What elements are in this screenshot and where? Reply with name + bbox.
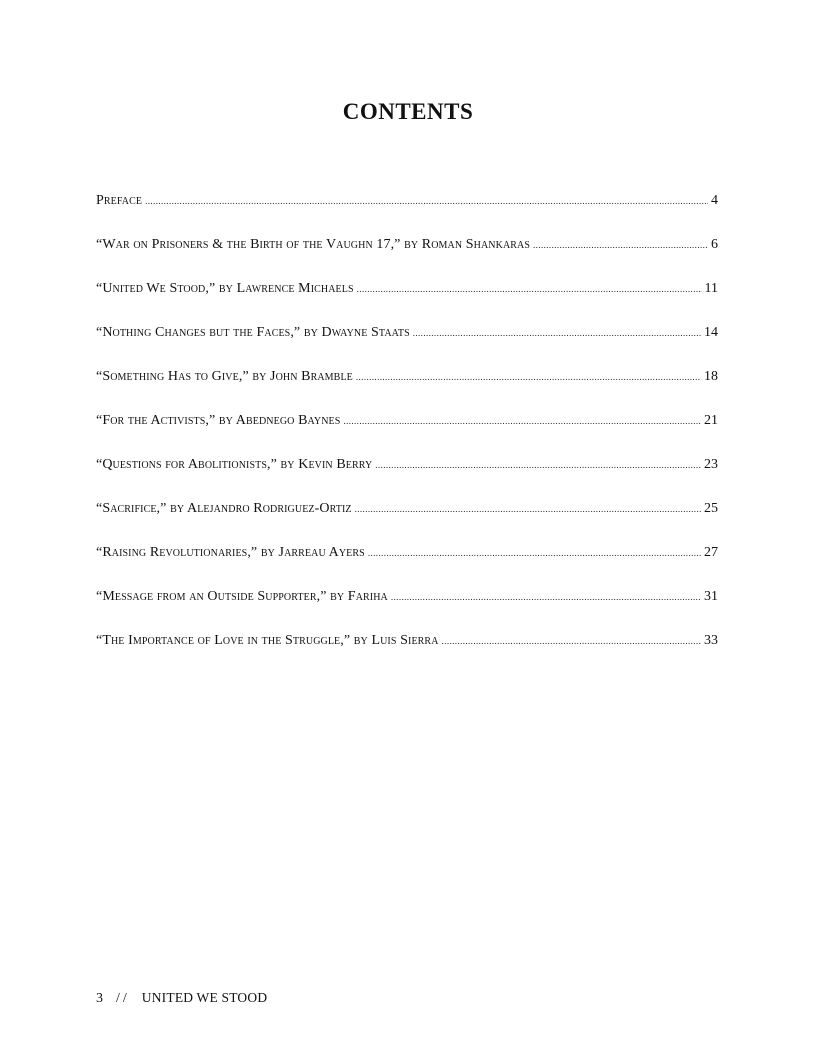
page-title: CONTENTS (342, 99, 474, 124)
toc-entry-importance-of-love[interactable] (96, 630, 718, 674)
toc-dot-leader (533, 234, 708, 256)
toc-entry-title: “Raising Revolutionaries,” by Jarreau Ayers (96, 545, 365, 560)
toc-dot-leader (357, 278, 702, 300)
toc-entry-title: “For the Activists,” by Abednego Baynes (96, 413, 341, 428)
footer-separator: // (116, 991, 130, 1006)
toc-entry-title: “The Importance of Love in the Struggle,” by Luis Sierra (96, 633, 439, 648)
toc-entry-raising-revolutionaries[interactable] (96, 542, 718, 586)
footer-book-title: UNITED WE STOOD (141, 990, 268, 1005)
toc-entry-page: 21 (704, 413, 718, 428)
footer-page-number: 3 (96, 991, 103, 1006)
toc-entry-page: 23 (704, 457, 718, 472)
toc-dot-leader (442, 630, 701, 652)
toc-entry-page: 4 (711, 193, 718, 208)
toc-entry-united-we-stood[interactable] (96, 278, 718, 322)
table-of-contents (96, 190, 718, 674)
toc-dot-leader (391, 586, 701, 608)
toc-dot-leader (413, 322, 701, 344)
toc-entry-title: Preface (96, 193, 143, 208)
toc-dot-leader (355, 498, 701, 520)
toc-entry-title: “United We Stood,” by Lawrence Michaels (96, 281, 354, 296)
toc-entry-for-the-activists[interactable] (96, 410, 718, 454)
toc-dot-leader (375, 454, 701, 476)
toc-entry-war-on-prisoners[interactable] (96, 234, 718, 278)
toc-entry-sacrifice[interactable] (96, 498, 718, 542)
toc-entry-title: “Questions for Abolitionists,” by Kevin Berry (96, 457, 373, 472)
toc-entry-something-has-to-give[interactable] (96, 366, 718, 410)
toc-entry-message-from-outside-supporter[interactable] (96, 586, 718, 630)
toc-entry-preface[interactable] (96, 190, 718, 234)
toc-dot-leader (343, 410, 701, 432)
toc-entry-page: 18 (704, 369, 718, 384)
toc-entry-page: 11 (704, 281, 718, 296)
toc-entry-page: 27 (704, 545, 718, 560)
toc-entry-page: 14 (704, 325, 718, 340)
toc-entry-page: 33 (704, 633, 718, 648)
toc-entry-nothing-changes[interactable] (96, 322, 718, 366)
toc-entry-questions-for-abolitionists[interactable] (96, 454, 718, 498)
toc-entry-title: “Sacrifice,” by Alejandro Rodriguez-Ortiz (96, 501, 352, 516)
toc-entry-title: “Nothing Changes but the Faces,” by Dwayne Staats (96, 325, 410, 340)
toc-dot-leader (145, 190, 708, 212)
toc-entry-page: 31 (704, 589, 718, 604)
toc-entry-title: “War on Prisoners & the Birth of the Vaughn 17,” by Roman Shankaras (96, 237, 531, 252)
page-footer (96, 990, 267, 1007)
toc-entry-page: 25 (704, 501, 718, 516)
toc-entry-title: “Message from an Outside Supporter,” by Fariha (96, 589, 388, 604)
toc-entry-page: 6 (711, 237, 718, 252)
toc-entry-title: “Something Has to Give,” by John Bramble (96, 369, 353, 384)
toc-dot-leader (368, 542, 701, 564)
toc-dot-leader (356, 366, 701, 388)
